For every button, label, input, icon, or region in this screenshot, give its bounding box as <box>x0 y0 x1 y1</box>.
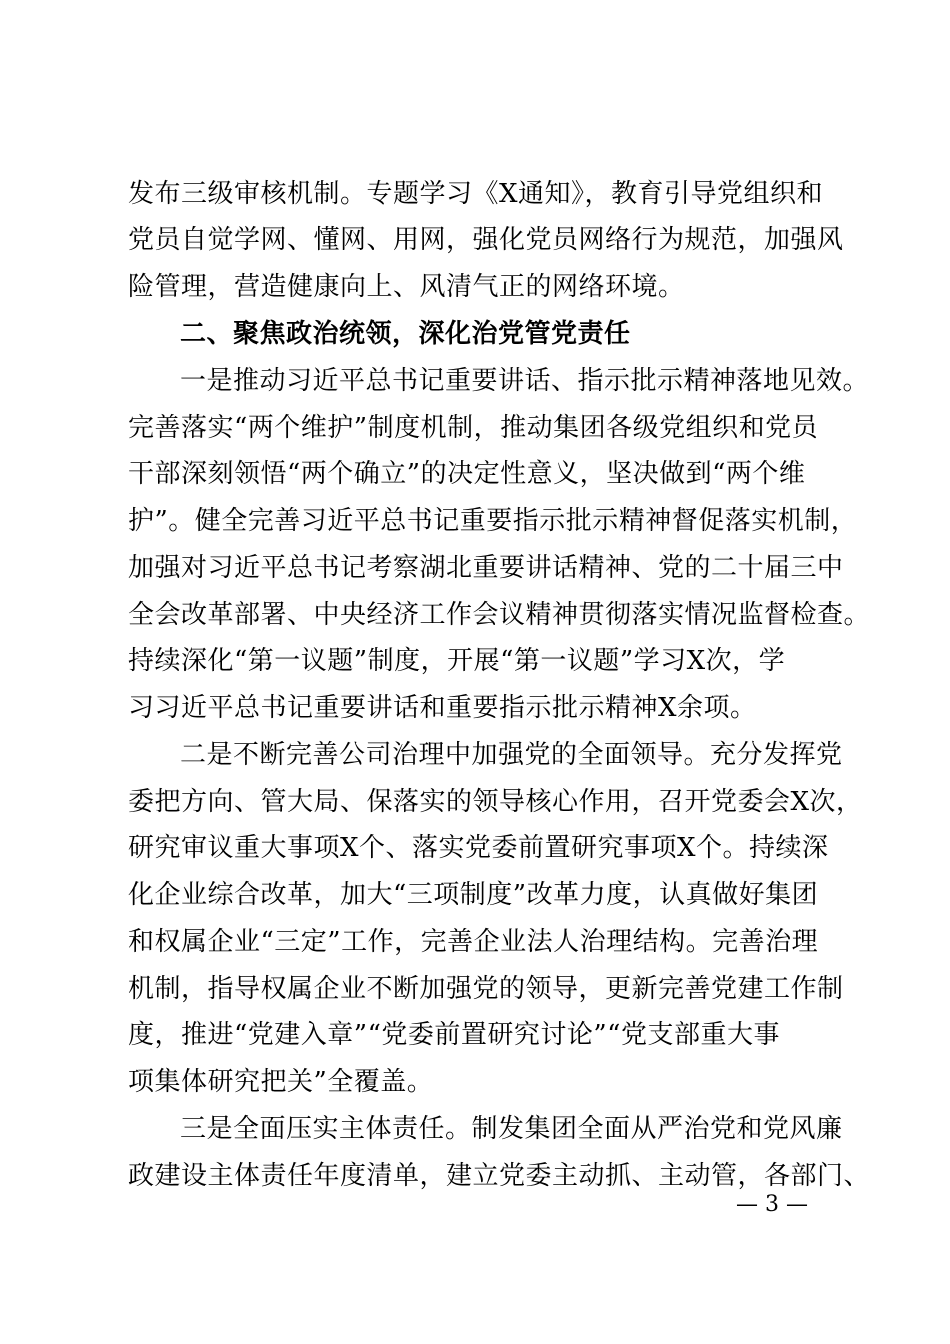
paragraph-line: 党员自觉学网、懂网、用网，强化党员网络行为规范，加强风 <box>128 225 844 255</box>
paragraph-line: 发布三级审核机制。专题学习《X通知》，教育引导党组织和 <box>128 179 824 209</box>
paragraph-line: 险管理，营造健康向上、风清气正的网络环境。 <box>128 272 685 302</box>
paragraph-line: 机制，指导权属企业不断加强党的领导，更新完善党建工作制 <box>128 974 844 1004</box>
paragraph-line: 政建设主体责任年度清单，建立党委主动抓、主动管，各部门、 <box>128 1161 871 1191</box>
paragraph-line: 二是不断完善公司治理中加强党的全面领导。充分发挥党 <box>180 740 843 770</box>
paragraph-line: 化企业综合改革，加大“三项制度”改革力度，认真做好集团 <box>128 880 819 910</box>
paragraph-line: 护”。健全完善习近平总书记重要指示批示精神督促落实机制， <box>128 506 858 536</box>
paragraph-line: 加强对习近平总书记考察湖北重要讲话精神、党的二十届三中 <box>128 553 844 583</box>
paragraph-line: 习习近平总书记重要讲话和重要指示批示精神X余项。 <box>128 693 757 723</box>
paragraph-line: 持续深化“第一议题”制度，开展“第一议题”学习X次，学 <box>128 646 786 676</box>
page-number: — 3 — <box>736 1192 808 1217</box>
paragraph-line: 度，推进“党建入章”“党委前置研究讨论”“党支部重大事 <box>128 1020 780 1050</box>
paragraph-line: 和权属企业“三定”工作，完善企业法人治理结构。完善治理 <box>128 927 819 957</box>
paragraph-line: 一是推动习近平总书记重要讲话、指示批示精神落地见效。 <box>180 366 870 396</box>
paragraph-line: 干部深刻领悟“两个确立”的决定性意义，坚决做到“两个维 <box>128 459 806 489</box>
paragraph-line: 委把方向、管大局、保落实的领导核心作用，召开党委会X次， <box>128 787 863 817</box>
paragraph-line: 完善落实“两个维护”制度机制，推动集团各级党组织和党员 <box>128 413 819 443</box>
paragraph-line: 全会改革部署、中央经济工作会议精神贯彻落实情况监督检查。 <box>128 600 871 630</box>
paragraph-line: 项集体研究把关”全覆盖。 <box>128 1067 434 1097</box>
paragraph-line: 研究审议重大事项X个、落实党委前置研究事项X个。持续深 <box>128 833 829 863</box>
section-heading: 二、聚焦政治统领，深化治党管党责任 <box>180 319 631 349</box>
paragraph-line: 三是全面压实主体责任。制发集团全面从严治党和党风廉 <box>180 1114 843 1144</box>
